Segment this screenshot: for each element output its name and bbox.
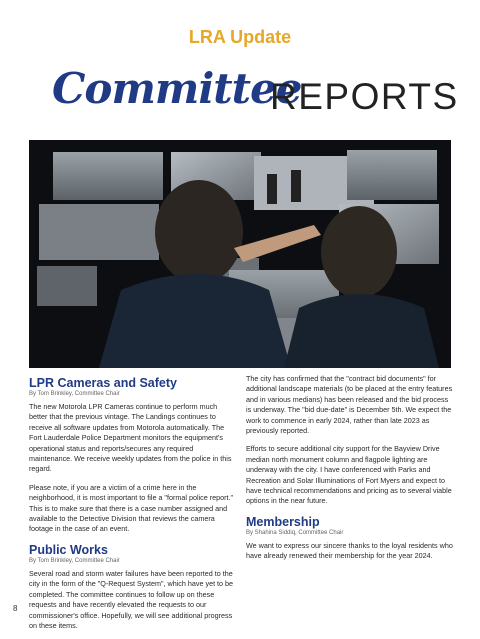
surveillance-room-illustration xyxy=(29,140,451,368)
public-works-byline: By Tom Brinkley, Committee Chair xyxy=(29,557,120,564)
page-title xyxy=(52,64,459,124)
lpr-paragraph-1: The new Motorola LPR Cameras continue to perform much better that the previous vintage. The Landings continues to receive all software updates from Motorola automatically. The Fort Lauderdale Police Department monitors the equipment's operational status and reports/secures any required maintenance. We receive weekly updates from the police in this regard. xyxy=(29,402,232,474)
public-works-paragraph-3: Efforts to secure additional city support for the Bayview Drive median north monument column and flagpole lighting are underway with the city. I have conferenced with Parks and Recreation and Solar Illuminations of Fort Myers and expect to have technical recommendations and pricing as to several viable options in the near future. xyxy=(246,444,452,506)
section-kicker: LRA Update xyxy=(188,27,292,47)
title-caps-word: REPORTS xyxy=(270,76,459,117)
public-works-heading: Public Works xyxy=(29,542,108,557)
page-number: 8 xyxy=(13,604,18,613)
hero-photo xyxy=(29,140,451,368)
title-script-word: Committee xyxy=(52,64,302,113)
lpr-paragraph-2: Please note, if you are a victim of a crime here in the neighborhood, it is most important to file a "formal police report." This is to make sure that there is a case number assigned and available to the Detective Division that reviews the camera footage in the case of an event. xyxy=(29,482,234,534)
left-column xyxy=(29,374,236,639)
lpr-byline: By Tom Brinkley, Committee Chair xyxy=(29,391,120,397)
membership-paragraph-1: We want to express our sincere thanks to the loyal residents who have already renewed their membership for the year 2024. xyxy=(246,540,453,561)
public-works-paragraph-2: The city has confirmed that the "contract bid documents" for additional landscape materials (to be placed at the entry features and in various medians) has been released and the bid process is underway. The "bid due-date" is December 5th. We expect the work to commence in early 2024, rather than late 2023 as previously reported. xyxy=(246,374,453,436)
right-column xyxy=(246,374,453,570)
public-works-paragraph-1: Several road and storm water failures have been reported to the city in the form of the "Q-Request System", which have yet to be completed. The committee continues to follow up on these requests and have recently elevated the requests to our commissioner's office. Hopefully, we will see additional progress on these items. xyxy=(29,568,234,630)
lpr-heading: LPR Cameras and Safety xyxy=(29,376,177,390)
membership-heading: Membership xyxy=(246,514,320,529)
membership-byline: By Shahina Siddiq, Committee Chair xyxy=(246,529,344,536)
